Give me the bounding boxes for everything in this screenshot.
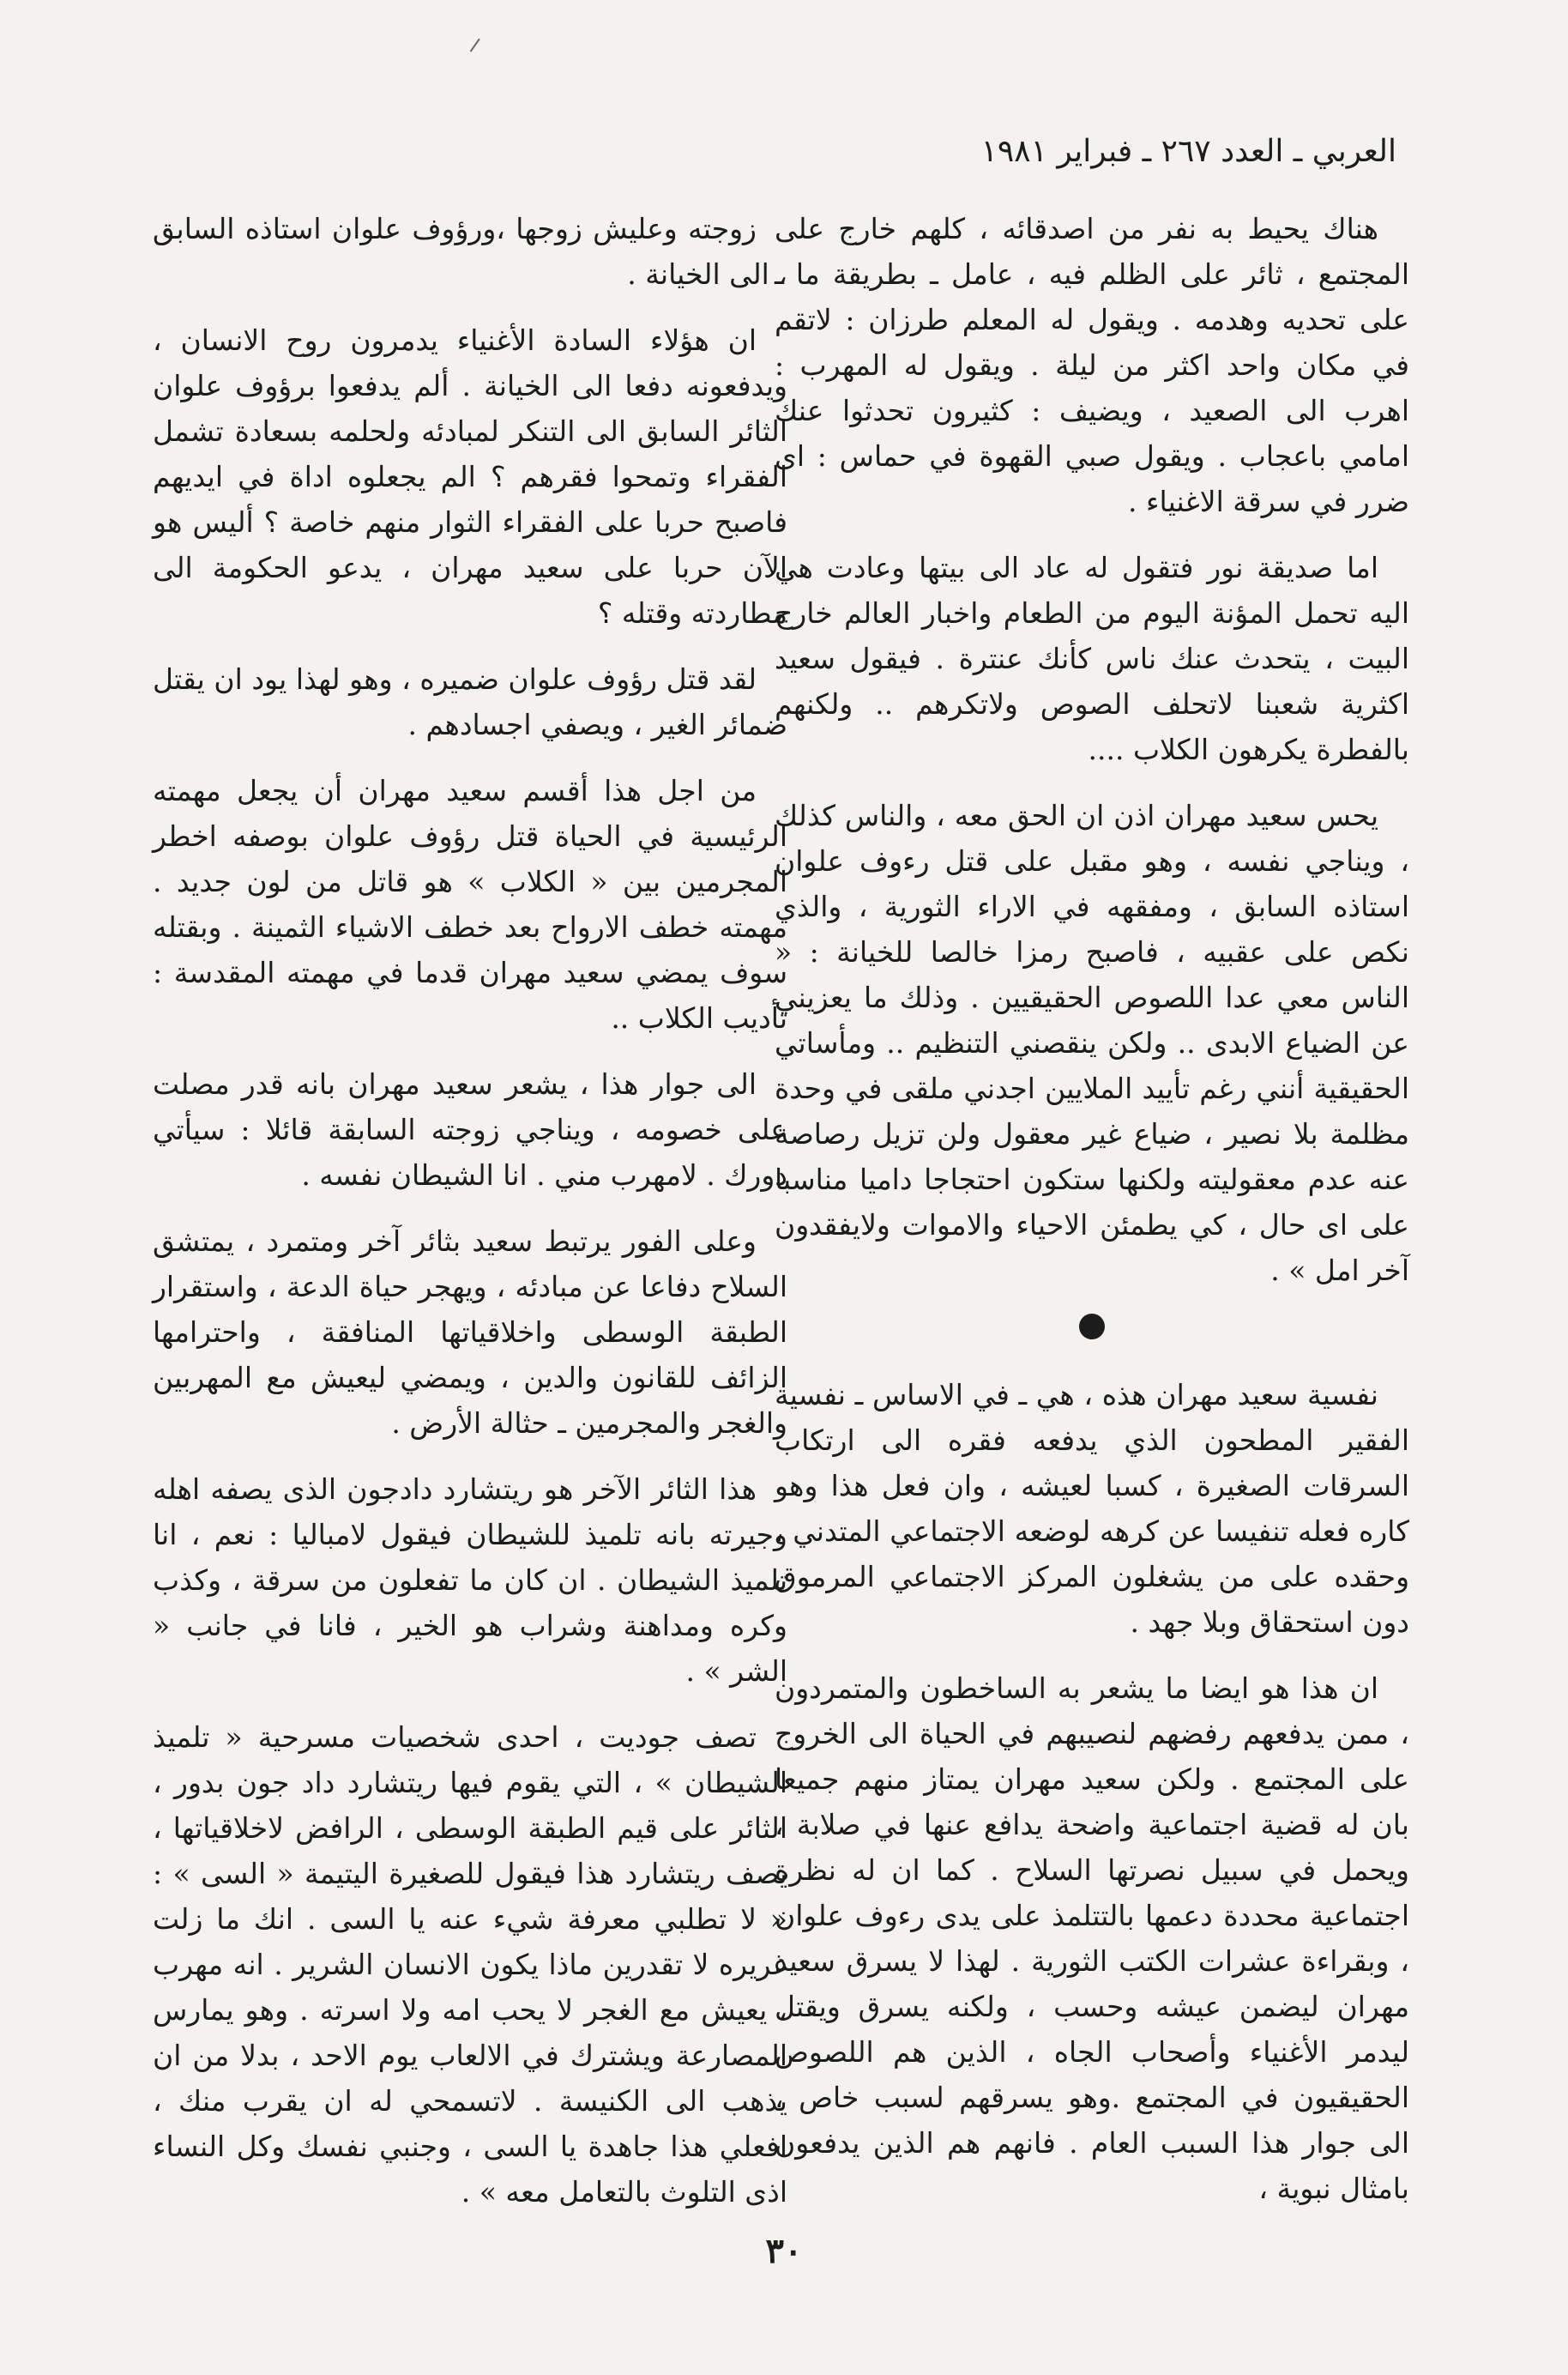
paragraph: نفسية سعيد مهران هذه ، هي ـ في الاساس ـ نفسية الفقير المطحون الذي يدفعه فقره الى ارتكاب السرقات الصغيرة ، كسبا لعيشه ، وان فعل هذا وهو كاره فعله تنفيسا عن كرهه لوضعه الاجتماعي المتدني ، وحقده على من يشغلون المركز الاجتماعي المرموق دون استحقاق وبلا جهد . — [775, 1378, 1409, 1639]
running-head: العربي ـ العدد ٢٦٧ ـ فبراير ١٩٨١ — [980, 134, 1396, 169]
paragraph: الى جوار هذا ، يشعر سعيد مهران بانه قدر مصلت على خصومه ، ويناجي زوجته السابقة قائلا : سيأتي دورك . لامهرب مني . انا الشيطان نفسه . — [153, 1067, 787, 1192]
page-number: ٣٠ — [765, 2231, 803, 2271]
paragraph: ان هؤلاء السادة الأغنياء يدمرون روح الانسان ، ويدفعونه دفعا الى الخيانة . ألم يدفعوا برؤوف علوان الثائر السابق الى التنكر لمبادئه ولحلمه بسعادة تشمل الفقراء وتمحوا فقرهم ؟ الم يجعلوه اداة في ايديهم فاصبح حربا على الفقراء الثوار منهم خاصة ؟ أليس هو الآن حربا على سعيد مهران ، يدعو الحكومة الى مطاردته وقتله ؟ — [153, 323, 787, 630]
paragraph: تصف جوديت ، احدى شخصيات مسرحية « تلميذ الشيطان » ، التي يقوم فيها ريتشارد داد جون بدور ، الثائر على قيم الطبقة الوسطى ، الرافض لاخلاقياتها ، يصف ريتشارد هذا فيقول للصغيرة اليتيمة « السى » : « لا تطلبي معرفة شيء عنه يا السى . انك ما زلت غريره لا تقدرين ماذا يكون الانسان الشرير . انه مهرب ، يعيش مع الغجر لا يحب امه ولا اسرته . وهو يمارس المصارعة ويشترك في الالعاب يوم الاحد ، بدلا من ان يذهب الى الكنيسة . لاتسمحي له ان يقرب منك ، افعلي هذا جاهدة يا السى ، وجنبي نفسك وكل النساء اذى التلوث بالتعامل معه » . — [153, 1720, 787, 2209]
paragraph: زوجته وعليش زوجها ،ورؤوف علوان استاذه السابق ، الى الخيانة . — [153, 212, 787, 291]
section-separator-dot — [1079, 1314, 1105, 1339]
paragraph: من اجل هذا أقسم سعيد مهران أن يجعل مهمته الرئيسية في الحياة قتل رؤوف علوان بوصفه اخطر المجرمين بين « الكلاب » هو قاتل من لون جديد . مهمته خطف الارواح بعد خطف الاشياء الثمينة . وبقتله سوف يمضي سعيد مهران قدما في مهمته المقدسة : تأديب الكلاب .. — [153, 774, 787, 1035]
stray-ink-mark — [470, 39, 486, 56]
paragraph: ان هذا هو ايضا ما يشعر به الساخطون والمتمردون ، ممن يدفعهم رفضهم لنصيبهم في الحياة الى الخروج على المجتمع . ولكن سعيد مهران يمتاز منهم جميعا بان له قضية اجتماعية واضحة يدافع عنها في صلابة ، ويحمل في سبيل نصرتها السلاح . كما ان له نظرة اجتماعية محددة دعمها بالتتلمذ على يدى رءوف علوان ، وبقراءة عشرات الكتب الثورية . لهذا لا يسرق سعيد مهران ليضمن عيشه وحسب ، ولكنه يسرق ويقتل ليدمر الأغنياء وأصحاب الجاه ، الذين هم اللصوص الحقيقيون في المجتمع .وهو يسرقهم لسبب خاص ، الى جوار هذا السبب العام . فانهم هم الذين يدفعون بامثال نبوية ، — [775, 1671, 1409, 2205]
paragraph: لقد قتل رؤوف علوان ضميره ، وهو لهذا يود ان يقتل ضمائر الغير ، ويصفي اجسادهم . — [153, 662, 787, 741]
paragraph: وعلى الفور يرتبط سعيد بثائر آخر ومتمرد ، يمتشق السلاح دفاعا عن مبادئه ، ويهجر حياة الدعة ، واستقرار الطبقة الوسطى واخلاقياتها المنافقة ، واحترامها الزائف للقانون والدين ، ويمضي ليعيش مع المهربين والغجر والمجرمين ـ حثالة الأرض . — [153, 1224, 787, 1440]
paragraph: اما صديقة نور فتقول له عاد الى بيتها وعادت هي اليه تحمل المؤنة اليوم من الطعام واخبار العالم خارج البيت ، يتحدث عنك ناس كأنك عنترة . فيقول سعيد اكثرية شعبنا لاتحلف الصوص ولاتكرهم .. ولكنهم بالفطرة يكرهون الكلاب .... — [775, 551, 1409, 766]
paragraph: هناك يحيط به نفر من اصدقائه ، كلهم خارج على المجتمع ، ثائر على الظلم فيه ، عامل ـ بطريقة ما ـ على تحديه وهدمه . ويقول له المعلم طرزان : لاتقم في مكان واحد اكثر من ليلة . ويقول له المهرب : اهرب الى الصعيد ، ويضيف : كثيرون تحدثوا عنك امامي باعجاب . ويقول صبي القهوة في حماس : اى ضرر في سرقة الاغنياء . — [775, 212, 1409, 518]
right-column — [775, 206, 1409, 2232]
paragraph: يحس سعيد مهران اذن ان الحق معه ، والناس كذلك ، ويناجي نفسه ، وهو مقبل على قتل رءوف علوان استاذه السابق ، ومفقهه في الاراء الثورية ، والذي نكص على عقبيه ، فاصبح رمزا خالصا للخيانة : « الناس معي عدا اللصوص الحقيقيين . وذلك ما يعزيني عن الضياع الابدى .. ولكن ينقصني التنظيم .. ومأساتي الحقيقية أنني رغم تأييد الملايين اجدني ملقى في وحدة مظلمة بلا نصير ، ضياع غير معقول ولن تزيل رصاصة عنه عدم معقوليته ولكنها ستكون احتجاجا داميا مناسبا على اى حال ، كي يطمئن الاحياء والاموات ولايفقدون آخر امل » . — [775, 799, 1409, 1287]
left-column — [153, 206, 787, 2235]
paragraph: هذا الثائر الآخر هو ريتشارد دادجون الذى يصفه اهله وجيرته بانه تلميذ للشيطان فيقول لامباليا : نعم ، انا تلميذ الشيطان . ان كان ما تفعلون من سرقة ، وكذب وكره ومداهنة وشراب هو الخير ، فانا في جانب « الشر » . — [153, 1472, 787, 1688]
